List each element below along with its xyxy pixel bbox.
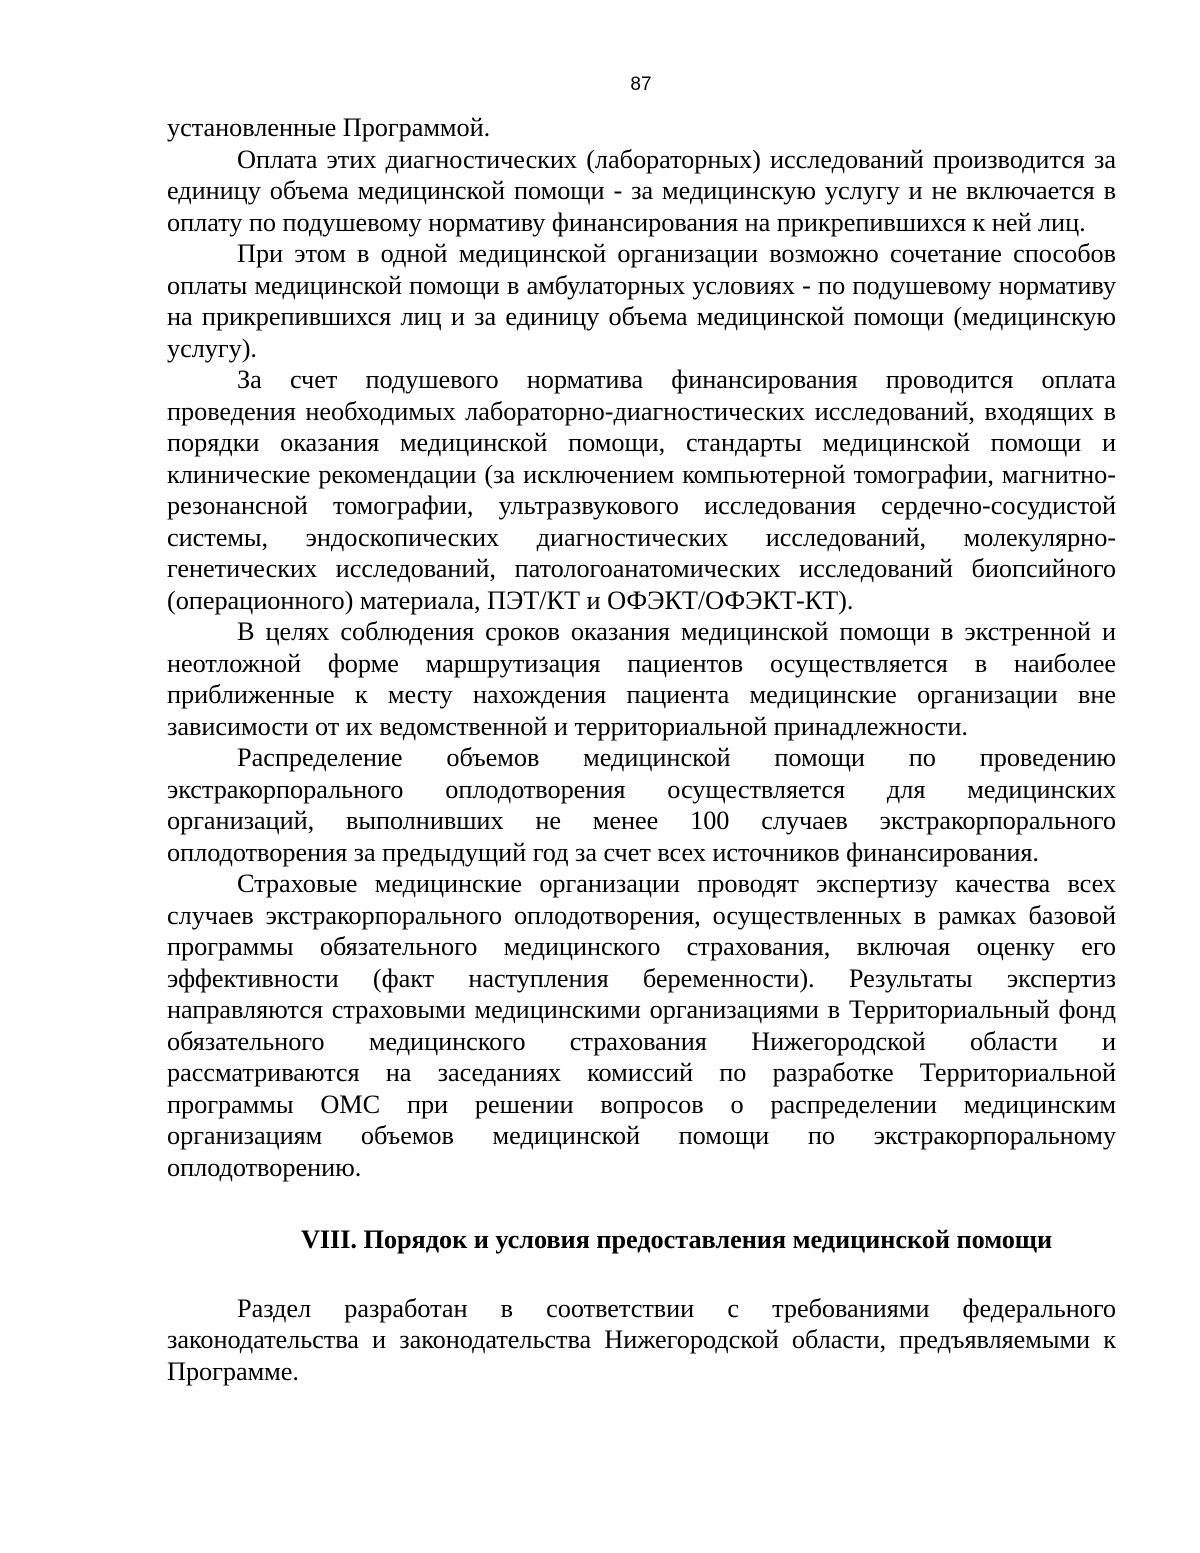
paragraph: Страховые медицинские организации проводят экспертизу качества всех случаев экстракорпорального оплодотворения, осуществленных в рамках базовой программы обязательного медицинского страхования, включая оценку его эффективности (факт наступления беременности). Результаты экспертиз направляются страховыми медицинскими организациями в Территориальный фонд обязательного медицинского страхования Нижегородской области и рассматриваются на заседаниях комиссий по разработке Территориальной программы ОМС при решении вопросов о распределении медицинским организациям объемов медицинской помощи по экстракорпоральному оплодотворению.	[167, 869, 1116, 1182]
paragraph: Распределение объемов медицинской помощи по проведению экстракорпорального оплодотворения осуществляется для медицинских организаций, выполнивших не менее 100 случаев экстракорпорального оплодотворения за предыдущий год за счет всех источников финансирования.	[167, 743, 1116, 867]
page-number: 87	[630, 74, 652, 95]
document-body	[167, 112, 1116, 1387]
paragraph: Оплата этих диагностических (лабораторных) исследований производится за единицу объема медицинской помощи - за медицинскую услугу и не включается в оплату по подушевому нормативу финансирования на прикрепившихся к ней лиц.	[167, 144, 1116, 237]
paragraph: Раздел разработан в соответствии с требованиями федерального законодательства и законодательства Нижегородской области, предъявляемыми к Программе.	[167, 1293, 1116, 1386]
paragraph: За счет подушевого норматива финансирования проводится оплата проведения необходимых лабораторно-диагностических исследований, входящих в порядки оказания медицинской помощи, стандарты медицинской помощи и клинические рекомендации (за исключением компьютерной томографии, магнитно-резонансной томографии, ультразвукового исследования сердечно-сосудистой системы, эндоскопических диагностических исследований, молекулярно-генетических исследований, патологоанатомических исследований биопсийного (операционного) материала, ПЭТ/КТ и ОФЭКТ/ОФЭКТ-КТ).	[167, 365, 1116, 615]
paragraph-continuation: установленные Программой.	[167, 113, 491, 142]
paragraph: В целях соблюдения сроков оказания медицинской помощи в экстренной и неотложной форме маршрутизация пациентов осуществляется в наиболее приближенные к месту нахождения пациента медицинские организации вне зависимости от их ведомственной и территориальной принадлежности.	[167, 617, 1116, 741]
paragraph: При этом в одной медицинской организации возможно сочетание способов оплаты медицинской помощи в амбулаторных условиях - по подушевому нормативу на прикрепившихся лиц и за единицу объема медицинской помощи (медицинскую услугу).	[167, 239, 1116, 363]
section-heading: VIII. Порядок и условия предоставления медицинской помощи	[300, 1225, 1053, 1254]
